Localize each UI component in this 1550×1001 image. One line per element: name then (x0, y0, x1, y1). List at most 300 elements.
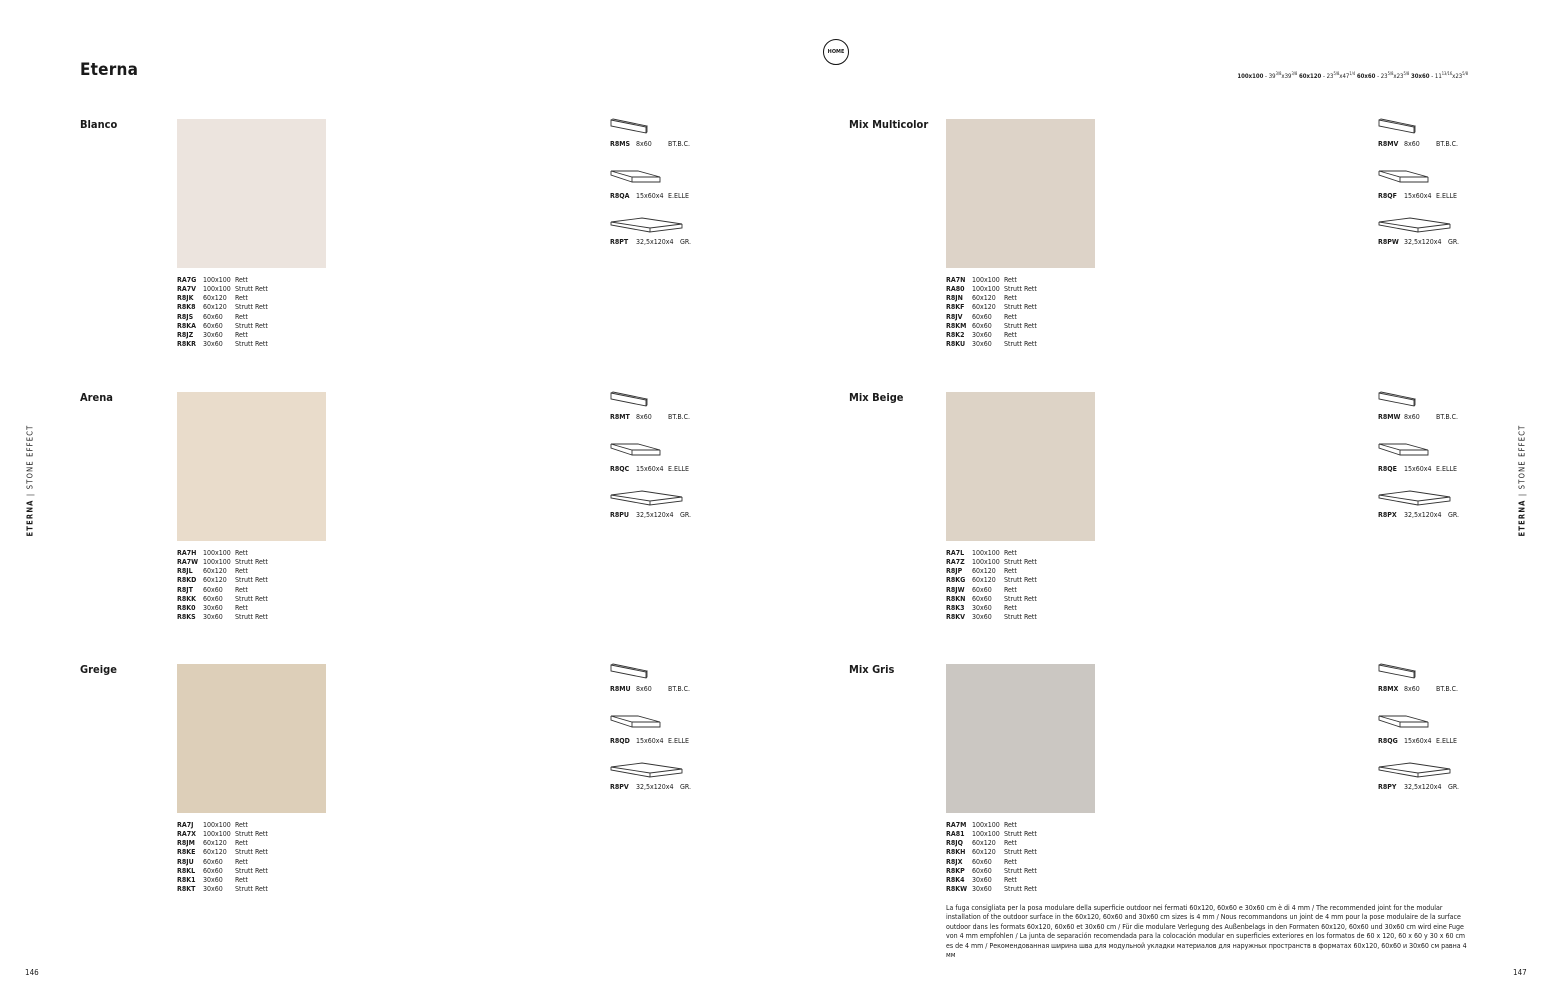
size-legend-item: $100x100 - 39^{3/8}x39^{3/8}$ (1237, 71, 1298, 80)
product-size: 30x60 (972, 613, 992, 622)
product-finish: Strutt Rett (1004, 848, 1037, 857)
product-size: 60x60 (972, 585, 992, 594)
trim-size: 15x60x4 (636, 737, 664, 745)
trim-code: R8QE (1378, 465, 1397, 473)
trim-label (1378, 238, 1459, 246)
product-code: RA7X (177, 830, 196, 839)
product-code: R8JV (946, 312, 963, 321)
product-code-row (177, 303, 268, 312)
product-code-row (177, 604, 268, 613)
product-code-list (177, 276, 268, 349)
size-legend-item: $60x120 - 23^{5/8}x47^{1/4}$ (1298, 71, 1356, 80)
trim-label (610, 511, 691, 519)
product-size: 100x100 (972, 549, 1000, 557)
product-finish: Strutt Rett (1004, 321, 1037, 330)
size-legend (1237, 71, 1468, 80)
trim-code: R8QC (610, 465, 630, 473)
product-size: 60x60 (972, 857, 992, 866)
trim-size: 32,5x120x4 (636, 238, 674, 246)
trim-code: R8PX (1378, 511, 1397, 519)
product-code-row (946, 867, 1037, 876)
trim-code: R8MV (1378, 140, 1399, 148)
product-finish: Rett (1004, 549, 1017, 557)
product-code-row (177, 340, 268, 349)
product-finish: Strutt Rett (235, 885, 268, 894)
step-trim-icon (610, 168, 684, 192)
product-code: R8KP (946, 866, 965, 875)
trim-label (1378, 783, 1459, 791)
product-size: 100x100 (203, 549, 231, 557)
product-code-row (946, 830, 1037, 839)
trim-label (610, 737, 689, 745)
size-legend-item: $30x60 - 11^{13/16}x23^{5/8}$ (1411, 71, 1468, 80)
product-code: R8JS (177, 312, 194, 321)
tile-swatch-image (946, 664, 1095, 813)
collection-name: Mix Multicolor (849, 118, 929, 131)
trim-type: BT.B.C. (668, 140, 691, 148)
side-category: STONE EFFECT (1517, 424, 1527, 490)
product-finish: Rett (235, 276, 248, 284)
product-finish: Strutt Rett (1004, 866, 1037, 875)
product-size: 60x120 (203, 567, 227, 576)
trim-code: R8QF (1378, 192, 1397, 200)
stair-tread-icon (1378, 215, 1452, 239)
trim-code: R8MX (1378, 685, 1399, 693)
product-size: 30x60 (203, 340, 223, 349)
product-code-row (177, 885, 268, 894)
trim-code: R8PT (610, 238, 629, 246)
product-code-list (177, 821, 268, 894)
trim-type: GR. (680, 238, 692, 246)
product-size: 60x60 (972, 321, 992, 330)
trim-type: E.ELLE (1436, 192, 1457, 200)
product-code: R8KM (946, 321, 967, 330)
product-size: 100x100 (203, 558, 231, 567)
step-trim-icon (610, 713, 684, 737)
collection-name: Mix Beige (849, 391, 904, 404)
product-size: 30x60 (203, 875, 223, 884)
product-code: RA7H (177, 549, 197, 557)
trim-type: BT.B.C. (1436, 413, 1459, 421)
collection-name: Mix Gris (849, 663, 895, 676)
trim-size: 8x60 (636, 140, 652, 148)
product-code: R8JW (946, 585, 965, 594)
page-title: Eterna (80, 60, 139, 80)
trim-label (1378, 413, 1458, 421)
product-code-row (177, 294, 268, 303)
product-finish: Strutt Rett (235, 303, 268, 312)
side-brand: ETERNA (1517, 499, 1527, 537)
trim-size: 15x60x4 (1404, 465, 1432, 473)
product-size: 30x60 (972, 885, 992, 894)
tile-swatch-image (946, 392, 1095, 541)
trim-type: E.ELLE (1436, 465, 1457, 473)
trim-size: 8x60 (1404, 413, 1420, 421)
trim-size: 32,5x120x4 (1404, 511, 1442, 519)
tile-swatch-image (946, 119, 1095, 268)
product-finish: Strutt Rett (235, 594, 268, 603)
product-code-row (946, 294, 1037, 303)
product-size: 60x120 (203, 303, 227, 312)
side-separator: | (25, 489, 35, 500)
product-code: R8KW (946, 885, 968, 894)
product-size: 100x100 (203, 830, 231, 839)
product-finish: Strutt Rett (1004, 558, 1037, 567)
product-finish: Rett (235, 549, 248, 557)
product-code: R8K3 (946, 603, 965, 612)
product-finish: Rett (235, 585, 248, 594)
bullnose-trim-icon (610, 391, 684, 415)
product-size: 30x60 (972, 603, 992, 612)
product-finish: Rett (235, 330, 248, 339)
trim-type: BT.B.C. (1436, 140, 1459, 148)
trim-label (610, 783, 691, 791)
product-code-row (946, 839, 1037, 848)
product-code-row (946, 876, 1037, 885)
product-finish: Rett (1004, 821, 1017, 829)
trim-code: R8PY (1378, 783, 1397, 791)
product-code-row (177, 867, 268, 876)
trim-label (1378, 685, 1458, 693)
trim-code: R8MS (610, 140, 631, 148)
product-finish: Rett (235, 567, 248, 576)
trim-code: R8QG (1378, 737, 1398, 745)
product-code: RA7V (177, 285, 196, 294)
product-code-row (946, 604, 1037, 613)
product-size: 30x60 (203, 330, 223, 339)
trim-code: R8MU (610, 685, 631, 693)
side-brand: ETERNA (25, 499, 35, 537)
product-finish: Strutt Rett (1004, 613, 1037, 622)
trim-type: E.ELLE (668, 737, 689, 745)
product-size: 30x60 (203, 613, 223, 622)
product-code-row (177, 576, 268, 585)
product-size: 30x60 (203, 885, 223, 894)
trim-size: 8x60 (1404, 140, 1420, 148)
product-size: 100x100 (203, 821, 231, 829)
trim-label (610, 685, 690, 693)
stair-tread-icon (610, 488, 684, 512)
product-finish: Rett (1004, 312, 1017, 321)
product-code-row (177, 313, 268, 322)
product-code: RA7L (946, 549, 965, 557)
product-finish: Rett (1004, 330, 1017, 339)
product-code-row (946, 613, 1037, 622)
product-code-row (177, 839, 268, 848)
product-finish: Strutt Rett (235, 340, 268, 349)
bullnose-trim-icon (1378, 391, 1452, 415)
product-size: 60x60 (203, 866, 223, 875)
product-code-row (946, 595, 1037, 604)
product-finish: Rett (235, 875, 248, 884)
product-code-row (946, 558, 1037, 567)
product-size: 100x100 (203, 276, 231, 284)
product-code-row (177, 830, 268, 839)
product-code-row (946, 331, 1037, 340)
product-finish: Rett (235, 839, 248, 848)
product-code: R8KU (946, 340, 966, 349)
trim-type: BT.B.C. (668, 413, 691, 421)
trim-type: E.ELLE (1436, 737, 1457, 745)
product-code: R8JK (177, 294, 194, 303)
product-size: 60x120 (203, 294, 227, 303)
size-legend-item: $60x60 - 23^{5/8}x23^{5/8}$ (1356, 71, 1410, 80)
trim-size: 32,5x120x4 (1404, 238, 1442, 246)
product-finish: Strutt Rett (1004, 285, 1037, 294)
side-label-left (25, 424, 35, 537)
product-size: 100x100 (972, 276, 1000, 284)
product-code: RA7Z (946, 558, 965, 567)
trim-size: 32,5x120x4 (1404, 783, 1442, 791)
product-finish: Strutt Rett (235, 866, 268, 875)
product-code: R8KK (177, 594, 196, 603)
step-trim-icon (610, 441, 684, 465)
product-finish: Strutt Rett (235, 576, 268, 585)
stair-tread-icon (610, 215, 684, 239)
product-size: 60x60 (203, 857, 223, 866)
product-code-row (177, 331, 268, 340)
product-code: RA7W (177, 558, 199, 567)
trim-label (610, 413, 690, 421)
product-code-row (946, 549, 1037, 558)
product-finish: Strutt Rett (1004, 303, 1037, 312)
product-code: R8KS (177, 613, 196, 622)
product-code: R8K2 (946, 330, 965, 339)
home-button[interactable]: HOME (823, 39, 849, 65)
product-code-list (946, 549, 1037, 622)
product-code: R8KN (946, 594, 966, 603)
side-label-right (1517, 424, 1527, 537)
product-code: R8JP (946, 567, 963, 576)
trim-size: 8x60 (1404, 685, 1420, 693)
product-finish: Strutt Rett (1004, 340, 1037, 349)
product-code: R8JX (946, 857, 963, 866)
product-code-row (177, 586, 268, 595)
product-size: 100x100 (972, 285, 1000, 294)
product-size: 60x60 (203, 594, 223, 603)
product-finish: Rett (1004, 276, 1017, 284)
trim-type: GR. (1448, 511, 1460, 519)
product-size: 60x120 (972, 576, 996, 585)
trim-code: R8MT (610, 413, 630, 421)
product-code: R8KL (177, 866, 196, 875)
product-code-row (177, 613, 268, 622)
product-code-row (177, 558, 268, 567)
product-code: RA7G (177, 276, 197, 284)
product-code: R8K8 (177, 303, 196, 312)
bullnose-trim-icon (610, 118, 684, 142)
product-code: RA81 (946, 830, 965, 839)
product-code-row (177, 595, 268, 604)
product-finish: Strutt Rett (1004, 830, 1037, 839)
product-code: R8K0 (177, 603, 196, 612)
trim-size: 8x60 (636, 413, 652, 421)
trim-size: 15x60x4 (1404, 737, 1432, 745)
tile-swatch-image (177, 392, 326, 541)
product-code-row (177, 821, 268, 830)
product-size: 60x120 (972, 294, 996, 303)
side-category: STONE EFFECT (25, 424, 35, 490)
trim-label (1378, 192, 1457, 200)
trim-size: 32,5x120x4 (636, 783, 674, 791)
trim-size: 15x60x4 (1404, 192, 1432, 200)
bullnose-trim-icon (1378, 118, 1452, 142)
product-finish: Strutt Rett (1004, 594, 1037, 603)
product-size: 60x120 (972, 303, 996, 312)
product-size: 60x60 (203, 585, 223, 594)
trim-label (610, 465, 689, 473)
product-code-row (946, 586, 1037, 595)
product-code-list (946, 821, 1037, 894)
page-number-left: 146 (25, 968, 39, 977)
trim-type: E.ELLE (668, 192, 689, 200)
side-separator: | (1517, 489, 1527, 500)
product-code: R8KR (177, 340, 196, 349)
product-code-row (177, 285, 268, 294)
trim-label (610, 238, 691, 246)
product-code: R8KH (946, 848, 966, 857)
product-finish: Rett (1004, 567, 1017, 576)
product-code: R8KA (177, 321, 196, 330)
product-size: 60x60 (972, 594, 992, 603)
product-size: 60x120 (972, 848, 996, 857)
trim-code: R8PU (610, 511, 629, 519)
trim-label (1378, 465, 1457, 473)
product-code-row (946, 285, 1037, 294)
product-code: R8KV (946, 613, 965, 622)
trim-type: GR. (680, 783, 692, 791)
product-code-row (946, 821, 1037, 830)
product-finish: Rett (1004, 857, 1017, 866)
product-size: 100x100 (972, 830, 1000, 839)
product-finish: Rett (1004, 875, 1017, 884)
bullnose-trim-icon (1378, 663, 1452, 687)
product-finish: Strutt Rett (235, 613, 268, 622)
collection-name: Greige (80, 663, 117, 676)
trim-type: GR. (1448, 238, 1460, 246)
trim-code: R8PV (610, 783, 629, 791)
product-code-row (946, 322, 1037, 331)
product-size: 30x60 (972, 340, 992, 349)
product-code: R8JM (177, 839, 195, 848)
trim-label (1378, 140, 1458, 148)
trim-code: R8QD (610, 737, 630, 745)
trim-type: BT.B.C. (668, 685, 691, 693)
step-trim-icon (1378, 713, 1452, 737)
trim-size: 8x60 (636, 685, 652, 693)
product-code: R8JZ (177, 330, 194, 339)
product-finish: Rett (235, 312, 248, 321)
product-finish: Strutt Rett (235, 558, 268, 567)
page-number-right: 147 (1513, 968, 1527, 977)
trim-code: R8MW (1378, 413, 1401, 421)
product-code-list (946, 276, 1037, 349)
product-finish: Strutt Rett (1004, 885, 1037, 894)
trim-size: 15x60x4 (636, 192, 664, 200)
product-finish: Strutt Rett (235, 285, 268, 294)
product-code: R8JU (177, 857, 194, 866)
collection-name: Arena (80, 391, 113, 404)
product-code: R8KE (177, 848, 196, 857)
product-code: RA7M (946, 821, 967, 829)
product-code: R8JT (177, 585, 193, 594)
product-code-row (946, 848, 1037, 857)
product-code-row (946, 313, 1037, 322)
product-code-row (946, 276, 1037, 285)
product-size: 60x60 (203, 312, 223, 321)
product-size: 100x100 (972, 558, 1000, 567)
product-code: R8KT (177, 885, 196, 894)
product-finish: Rett (235, 294, 248, 303)
product-code-row (177, 876, 268, 885)
stair-tread-icon (1378, 488, 1452, 512)
stair-tread-icon (610, 760, 684, 784)
trim-type: BT.B.C. (1436, 685, 1459, 693)
product-finish: Rett (235, 821, 248, 829)
product-size: 60x60 (972, 312, 992, 321)
trim-type: E.ELLE (668, 465, 689, 473)
product-finish: Rett (1004, 585, 1017, 594)
product-code: RA7N (946, 276, 966, 284)
product-code-row (177, 858, 268, 867)
product-finish: Strutt Rett (235, 321, 268, 330)
product-size: 30x60 (203, 603, 223, 612)
trim-label (610, 192, 689, 200)
product-size: 60x120 (203, 576, 227, 585)
product-code: RA7J (177, 821, 194, 829)
product-size: 60x60 (972, 866, 992, 875)
product-code-row (177, 322, 268, 331)
product-code: R8KF (946, 303, 965, 312)
product-code: R8JN (946, 294, 963, 303)
product-code: R8KD (177, 576, 197, 585)
tile-swatch-image (177, 119, 326, 268)
product-code-row (946, 340, 1037, 349)
product-code-row (946, 885, 1037, 894)
product-finish: Strutt Rett (235, 830, 268, 839)
step-trim-icon (1378, 168, 1452, 192)
product-code: R8KG (946, 576, 966, 585)
product-size: 60x120 (972, 567, 996, 576)
trim-code: R8QA (610, 192, 630, 200)
trim-label (1378, 737, 1457, 745)
collection-name: Blanco (80, 118, 118, 131)
product-code-row (177, 276, 268, 285)
step-trim-icon (1378, 441, 1452, 465)
product-code-row (946, 858, 1037, 867)
product-finish: Strutt Rett (1004, 576, 1037, 585)
trim-label (1378, 511, 1459, 519)
product-code: R8JQ (946, 839, 963, 848)
product-code: R8K1 (177, 875, 196, 884)
product-size: 60x120 (203, 839, 227, 848)
product-code-row (177, 567, 268, 576)
bullnose-trim-icon (610, 663, 684, 687)
product-finish: Rett (1004, 294, 1017, 303)
product-code-row (177, 848, 268, 857)
product-code: R8JL (177, 567, 193, 576)
tile-swatch-image (177, 664, 326, 813)
product-size: 60x120 (203, 848, 227, 857)
product-code-row (946, 576, 1037, 585)
product-finish: Rett (1004, 839, 1017, 848)
joint-note: La fuga consigliata per la posa modulare della superficie outdoor nei fermati 60x120, 60x60 e 30x60 cm è di 4 mm / The recommended joint for the modular installation of the outdoor surface in the 60x120, 60x60 and 30x60 cm sizes is 4 mm / Nous recommandons un joint de 4 mm pour la pose modulaire de la surface outdoor dans les formats 60x120, 60x60 et 30x60 cm / Für die modulare Verlegung des Außenbelags in den Formaten 60x120, 60x60 und 30x60 cm wird eine Fuge von 4 mm empfohlen / La junta de separación recomendada para la colocación modular en superficies exteriores en los formatos de 60 x 120, 60 x 60 y 30 x 60 cm es de 4 mm / Рекомендованная ширина шва для модульной укладки материалов для наружных пространств в форматах 60x120, 60x60 и 30x60 см равна 4 мм (946, 904, 1467, 960)
product-finish: Rett (1004, 603, 1017, 612)
trim-type: GR. (680, 511, 692, 519)
product-size: 60x120 (972, 839, 996, 848)
product-size: 30x60 (972, 330, 992, 339)
product-finish: Rett (235, 857, 248, 866)
